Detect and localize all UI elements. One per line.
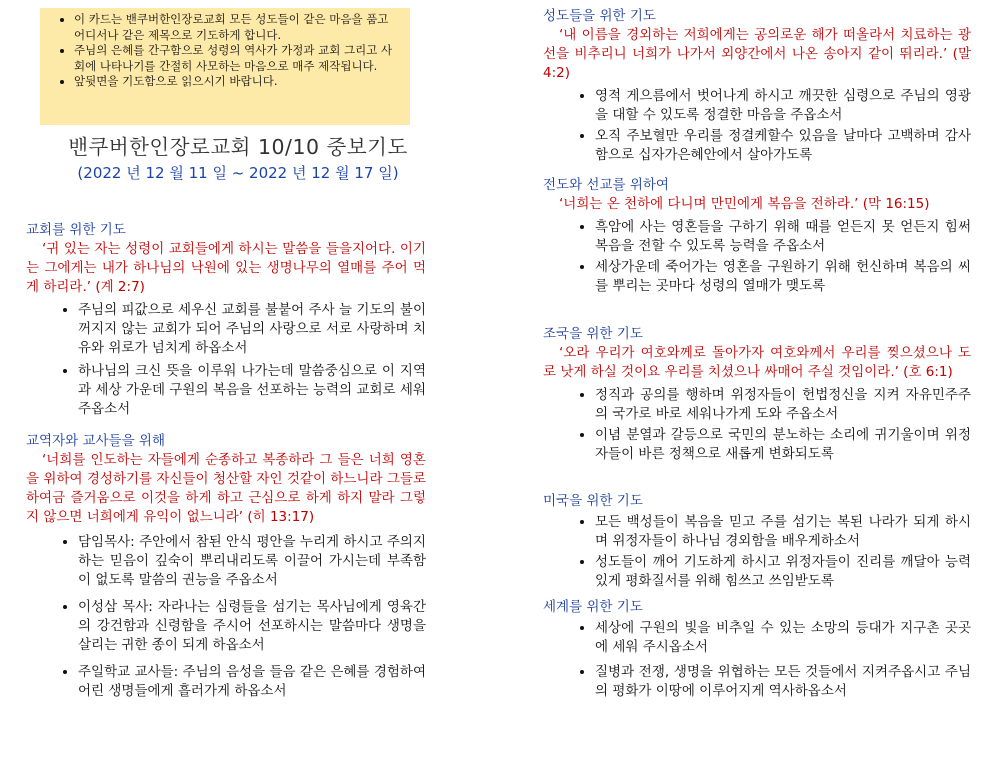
prayer-list xyxy=(543,619,971,701)
section-title: 전도와 선교를 위하여 xyxy=(543,177,669,193)
prayer-item: • 질병과 전쟁, 생명을 위협하는 모든 것들에서 지켜주옵시고 주님의 평화가 이땅에 이루어지게 역사하옵소서 xyxy=(595,663,971,701)
prayer-item: • 성도들이 깨어 기도하게 하시고 위정자들이 진리를 깨달아 능력있게 평화질서를 위해 힘쓰고 쓰임받도록 xyxy=(595,553,971,591)
section-church xyxy=(26,221,426,423)
prayer-list xyxy=(26,301,426,419)
prayer-item: • 세상에 구원의 빛을 비추일 수 있는 소망의 등대가 지구촌 곳곳에 세워 주시옵소서 xyxy=(595,619,971,657)
date-range: (2022 년 12 월 11 일 ~ 2022 년 12 월 17 일) xyxy=(77,164,399,182)
section-title: 성도들을 위한 기도 xyxy=(543,8,656,24)
prayer-item: • 주일학교 교사들: 주님의 음성을 들음 같은 은혜를 경험하여 어린 생명들에게 흘러가게 하옵소서 xyxy=(78,663,426,701)
section-verse: ‘귀 있는 자는 성령이 교회들에게 하시는 말씀을 들을지어다. 이기는 그에게는 내가 하나님의 낙원에 있는 생명나무의 열매를 주어 먹게 하리라.’ (계 2:7) xyxy=(26,241,426,295)
notice-list xyxy=(48,12,402,90)
prayer-item: • 이성삼 목사: 자라나는 심령들을 섬기는 목사님에게 영육간의 강건함과 신령함을 주시어 선포하시는 말씀마다 생명을 살리는 귀한 종이 되게 하옵소서 xyxy=(78,598,426,655)
section-usa xyxy=(543,492,971,593)
prayer-list xyxy=(543,513,971,591)
prayer-item: • 영적 게으름에서 벗어나게 하시고 깨끗한 심령으로 주님의 영광을 대할 수 있도록 정결한 마음을 주옵소서 xyxy=(595,87,971,125)
section-verse: ‘너희는 온 천하에 다니며 만민에게 복음을 전하라.’ (막 16:15) xyxy=(559,196,930,212)
prayer-item: • 주님의 피값으로 세우신 교회를 불붙어 주사 늘 기도의 불이 꺼지지 않는 교회가 되어 주님의 사랑으로 서로 사랑하며 치유와 위로가 넘치게 하옵소서 xyxy=(78,301,426,358)
prayer-list xyxy=(26,533,426,701)
section-title: 조국을 위한 기도 xyxy=(543,326,643,342)
section-title: 교역자와 교사들을 위해 xyxy=(26,433,165,449)
prayer-item: • 흑암에 사는 영혼들을 구하기 위해 때를 얻든지 못 얻든지 힘써 복음을 전할 수 있도록 능력을 주옵소서 xyxy=(595,218,971,256)
section-homeland xyxy=(543,325,971,466)
notice-item: • 주님의 은혜를 간구함으로 성령의 역사가 가정과 교회 그리고 사회에 나타나기를 간절히 사모하는 마음으로 매주 제작됩니다. xyxy=(74,43,402,74)
section-saints xyxy=(543,7,971,167)
section-ministers xyxy=(26,432,426,705)
prayer-list xyxy=(543,386,971,464)
section-mission xyxy=(543,176,971,298)
notice-item: • 이 카드는 밴쿠버한인장로교회 모든 성도들이 같은 마음을 품고 어디서나 같은 제목으로 기도하게 합니다. xyxy=(74,12,402,43)
section-verse: ‘내 이름을 경외하는 저희에게는 공의로운 해가 떠올라서 치료하는 광선을 비추리니 너희가 나가서 외양간에서 나온 송아지 같이 뛰리라.’ (말 4:2) xyxy=(543,27,971,81)
section-title: 미국을 위한 기도 xyxy=(543,493,643,509)
prayer-list xyxy=(543,87,971,165)
prayer-item: • 모든 백성들이 복음을 믿고 주를 섬기는 복된 나라가 되게 하시며 위정자들이 하나님 경외함을 배우게하소서 xyxy=(595,513,971,551)
prayer-item: • 하나님의 크신 뜻을 이루워 나가는데 말씀중심으로 이 지역과 세상 가운데 구원의 복음을 선포하는 능력의 교회로 세워 주옵소서 xyxy=(78,362,426,419)
prayer-item: • 이념 분열과 갈등으로 국민의 분노하는 소리에 귀기울이며 위정자들이 바른 정책으로 새롭게 변화되도록 xyxy=(595,426,971,464)
section-title: 세계를 위한 기도 xyxy=(543,599,643,615)
prayer-item: • 세상가운데 죽어가는 영혼을 구원하기 위해 헌신하며 복음의 씨를 뿌리는 곳마다 성령의 열매가 맺도록 xyxy=(595,258,971,296)
notice-item: • 앞뒷면을 기도함으로 읽으시기 바랍니다. xyxy=(74,74,402,90)
prayer-list xyxy=(543,218,971,296)
page-title: 밴쿠버한인장로교회 10/10 중보기도 xyxy=(68,135,408,159)
section-world xyxy=(543,598,971,705)
prayer-item: • 담임목사: 주안에서 참된 안식 평안을 누리게 하시고 주의지하는 믿음이 깊숙이 뿌리내리도록 이끌어 가시는데 부족함이 없도록 말씀의 권능을 주옵소서 xyxy=(78,533,426,590)
section-verse: ‘너희를 인도하는 자들에게 순종하고 복종하라 그 들은 너희 영혼을 위하여 경성하기를 자신들이 청산할 자인 것같이 하느니라 그들로 하여금 즐거움으로 이것을 하게 하고 근심으로 하게 하지 말라 그렇지 않으면 너희에게 유익이 없느니라’ (히 13:17) xyxy=(26,452,426,525)
notice-box xyxy=(40,8,410,125)
section-title: 교회를 위한 기도 xyxy=(26,222,126,238)
prayer-item: • 정직과 공의를 행하며 위정자들이 헌법정신을 지켜 자유민주주의 국가로 바로 세워나가게 도와 주옵소서 xyxy=(595,386,971,424)
section-verse: ‘오라 우리가 여호와께로 돌아가자 여호와께서 우리를 찢으셨으나 도로 낫게 하실 것이요 우리를 치셨으나 싸매어 주실 것임이라.’ (호 6:1) xyxy=(543,345,971,380)
prayer-item: • 오직 주보혈만 우리를 정결케할수 있음을 날마다 고백하며 감사함으로 십자가은혜안에서 살아가도록 xyxy=(595,127,971,165)
